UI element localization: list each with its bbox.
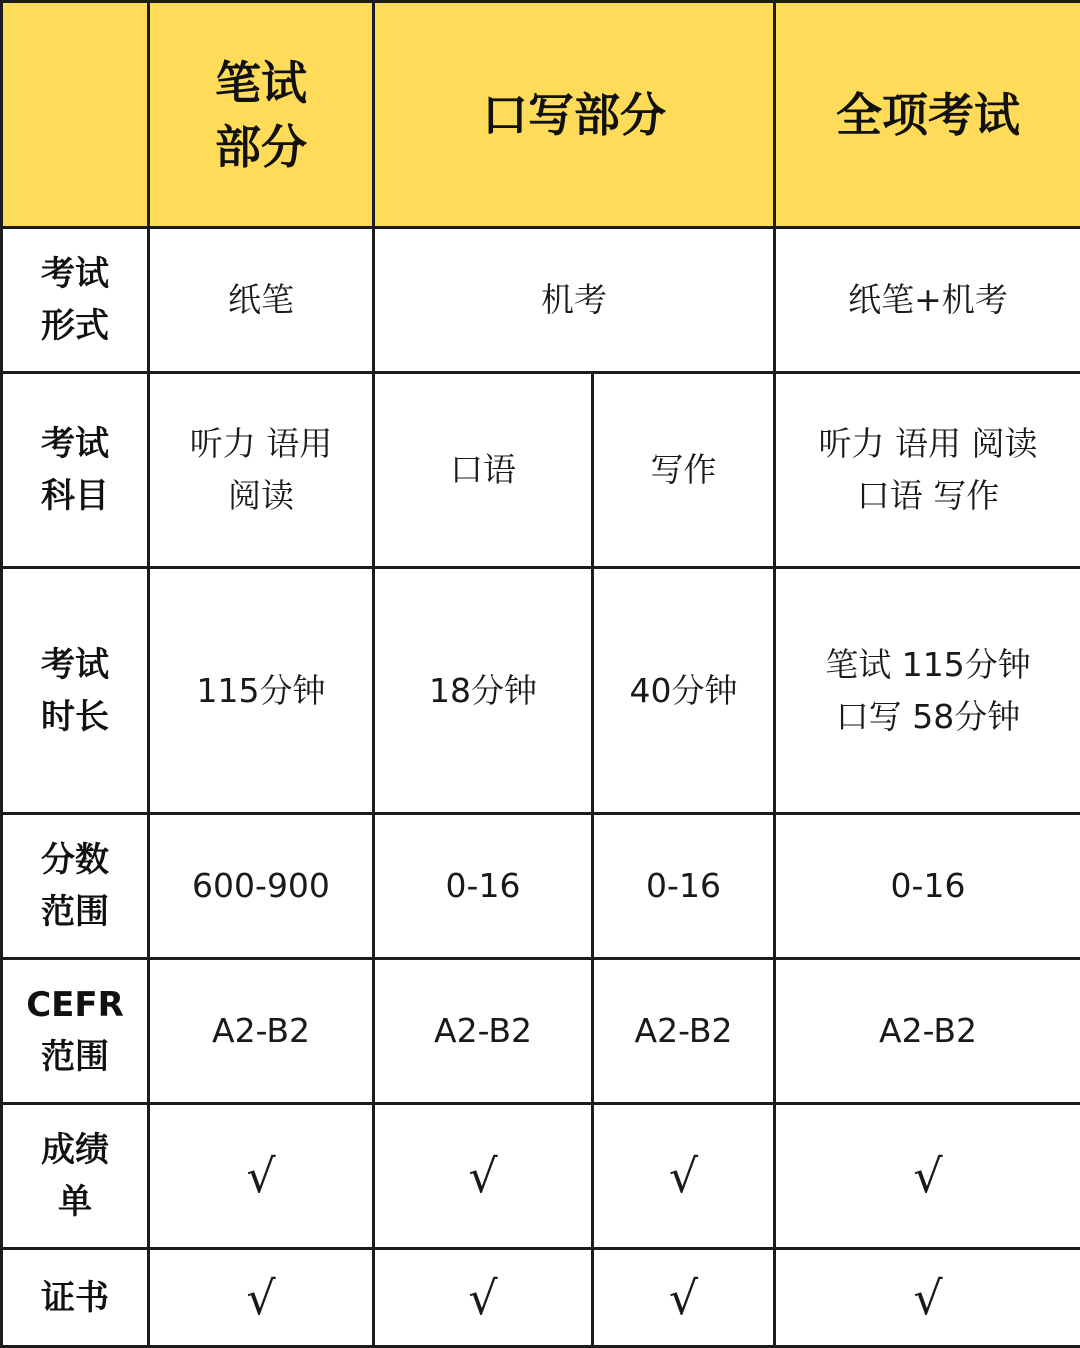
cell-format-oral-writing: 机考 <box>374 228 775 373</box>
check-icon-report-full: √ <box>775 1104 1080 1249</box>
check-icon-cert-full: √ <box>775 1249 1080 1347</box>
cell-subjects-full: 听力 语用 阅读 口语 写作 <box>775 373 1080 568</box>
cell-cefr-oral: A2-B2 <box>374 959 593 1104</box>
check-icon-report-writing: √ <box>593 1104 775 1249</box>
header-oral-writing-part: 口写部分 <box>374 2 775 228</box>
row-label-certificate: 证书 <box>2 1249 149 1347</box>
cell-cefr-writing: A2-B2 <box>593 959 775 1104</box>
cell-duration-writing: 40分钟 <box>593 568 775 814</box>
header-full-exam: 全项考试 <box>775 2 1080 228</box>
row-exam-format <box>2 228 1080 373</box>
row-score-report <box>2 1104 1080 1249</box>
row-cefr-range <box>2 959 1080 1104</box>
row-exam-subjects <box>2 373 1080 568</box>
row-label-cefr-range: CEFR 范围 <box>2 959 149 1104</box>
check-icon-cert-writing: √ <box>593 1249 775 1347</box>
cell-duration-oral: 18分钟 <box>374 568 593 814</box>
check-icon-cert-written: √ <box>149 1249 374 1347</box>
row-label-score-range: 分数 范围 <box>2 814 149 959</box>
cell-cefr-full: A2-B2 <box>775 959 1080 1104</box>
cell-score-writing: 0-16 <box>593 814 775 959</box>
cell-subjects-writing: 写作 <box>593 373 775 568</box>
check-icon-report-oral: √ <box>374 1104 593 1249</box>
row-score-range <box>2 814 1080 959</box>
cell-format-full: 纸笔+机考 <box>775 228 1080 373</box>
row-exam-duration <box>2 568 1080 814</box>
header-corner-cell <box>2 2 149 228</box>
header-written-part: 笔试 部分 <box>149 2 374 228</box>
row-label-score-report: 成绩 单 <box>2 1104 149 1249</box>
row-label-exam-format: 考试 形式 <box>2 228 149 373</box>
cell-score-full: 0-16 <box>775 814 1080 959</box>
cell-subjects-oral: 口语 <box>374 373 593 568</box>
row-certificate <box>2 1249 1080 1347</box>
cell-cefr-written: A2-B2 <box>149 959 374 1104</box>
row-label-exam-subjects: 考试 科目 <box>2 373 149 568</box>
cell-duration-written: 115分钟 <box>149 568 374 814</box>
cell-duration-full: 笔试 115分钟 口写 58分钟 <box>775 568 1080 814</box>
check-icon-cert-oral: √ <box>374 1249 593 1347</box>
cell-subjects-written: 听力 语用 阅读 <box>149 373 374 568</box>
row-label-exam-duration: 考试 时长 <box>2 568 149 814</box>
cell-score-oral: 0-16 <box>374 814 593 959</box>
header-row <box>2 2 1080 228</box>
cell-format-written: 纸笔 <box>149 228 374 373</box>
check-icon-report-written: √ <box>149 1104 374 1249</box>
cell-score-written: 600-900 <box>149 814 374 959</box>
